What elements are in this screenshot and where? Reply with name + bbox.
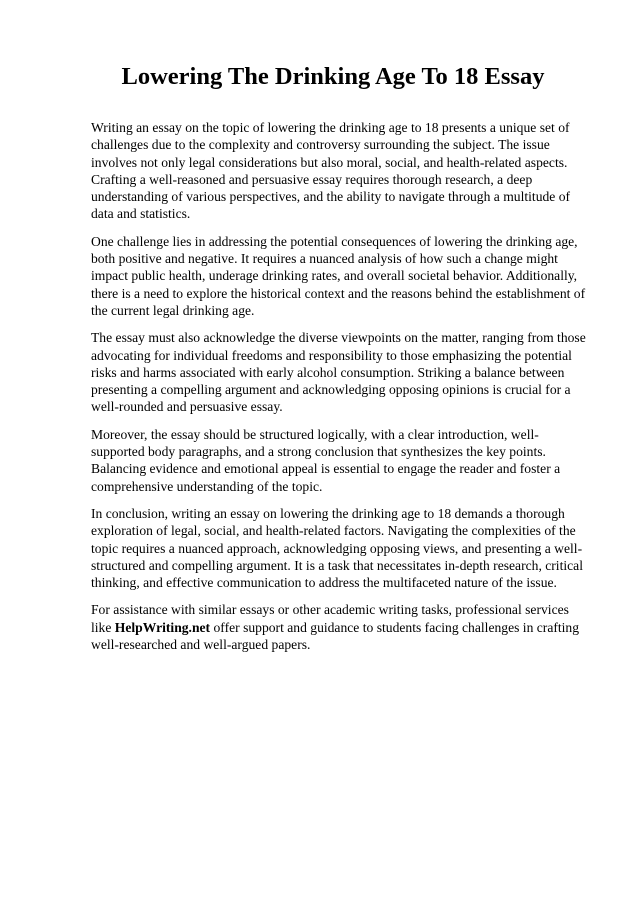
document-title: Lowering The Drinking Age To 18 Essay	[121, 63, 545, 90]
paragraph-3: The essay must also acknowledge the diverse viewpoints on the matter, ranging from those advocating for individual freedoms and responsibility to those emphasizing the potential risks and harms associated with early alcohol consumption. Striking a balance between presenting a compelling argument and acknowledging opposing opinions is crucial for a well-rounded and persuasive essay.	[91, 330, 586, 415]
paragraph-6-lead: For assistance with similar essays or other academic writing tasks, professional services like	[91, 602, 569, 635]
paragraph-4: Moreover, the essay should be structured logically, with a clear introduction, well-supported body paragraphs, and a strong conclusion that synthesizes the key points. Balancing evidence and emotional appeal is essential to engage the reader and foster a comprehensive understanding of the topic.	[91, 426, 561, 494]
paragraph-6-tail: offer support and guidance to students facing challenges in crafting well-researched and well-argued papers.	[91, 619, 580, 653]
document-body	[91, 119, 591, 663]
paragraph-1: Writing an essay on the topic of lowering the drinking age to 18 presents a unique set of challenges due to the complexity and controversy surrounding the subject. The issue involves not only legal considerations but also moral, social, and health-related aspects. Crafting a well-reasoned and persuasive essay requires thorough research, a deep understanding of various perspectives, and the ability to navigate through a multitude of data and statistics.	[91, 120, 571, 222]
paragraph-5: In conclusion, writing an essay on lowering the drinking age to 18 demands a thorough exploration of legal, social, and health-related factors. Navigating the complexities of the topic requires a nuanced approach, acknowledging opposing views, and presenting a well-structured and compelling argument. It is a task that necessitates in-depth research, critical thinking, and effective communication to address the multifaceted nature of the issue.	[91, 505, 583, 591]
paragraph-2: One challenge lies in addressing the potential consequences of lowering the drinking age, both positive and negative. It requires a nuanced analysis of how such a change might impact public health, underage drinking rates, and overall societal behavior. Additionally, there is a need to explore the historical context and the reasons behind the establishment of the current legal drinking age.	[91, 233, 586, 318]
brand-name: HelpWriting.net	[114, 619, 211, 635]
paragraph-6	[91, 601, 591, 653]
